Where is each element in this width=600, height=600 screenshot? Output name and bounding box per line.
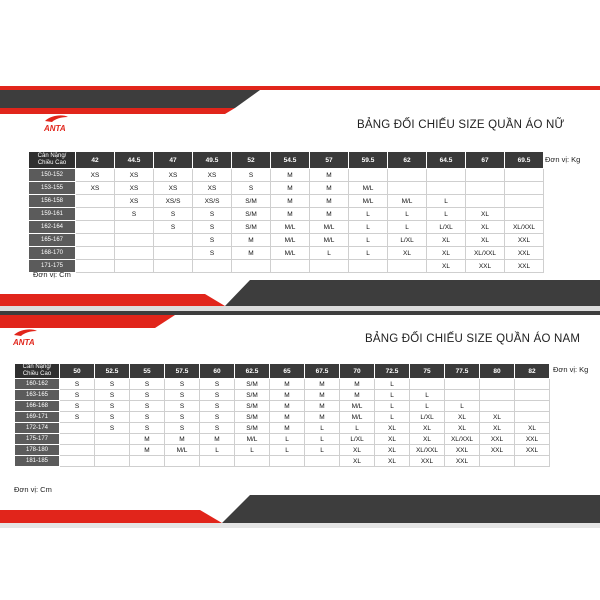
size-cell: S: [95, 390, 130, 401]
women-unit-height: Đơn vị: Cm: [33, 270, 71, 279]
size-cell: XS: [115, 169, 154, 182]
size-cell: S/M: [235, 379, 270, 390]
women-unit-weight: Đơn vị: Kg: [545, 155, 581, 164]
size-cell: [232, 260, 271, 273]
size-cell: XL: [445, 412, 480, 423]
height-range-cell: 181-185: [15, 456, 60, 467]
size-cell: S: [165, 390, 200, 401]
size-cell: S: [200, 401, 235, 412]
size-cell: M/L: [340, 401, 375, 412]
size-cell: S: [193, 221, 232, 234]
weight-header: 57: [310, 152, 349, 169]
size-cell: S: [232, 169, 271, 182]
size-cell: [95, 445, 130, 456]
table-row: [15, 390, 550, 401]
size-cell: [115, 260, 154, 273]
table-row: [29, 234, 544, 247]
size-cell: M/L: [165, 445, 200, 456]
size-cell: XS: [154, 169, 193, 182]
size-cell: [76, 247, 115, 260]
weight-header: 80: [480, 364, 515, 379]
size-cell: XL/XXL: [466, 247, 505, 260]
size-cell: S: [95, 423, 130, 434]
size-cell: XL: [340, 456, 375, 467]
size-cell: L: [375, 390, 410, 401]
size-cell: [505, 195, 544, 208]
size-cell: [505, 182, 544, 195]
size-cell: S: [95, 379, 130, 390]
size-cell: XL: [427, 234, 466, 247]
height-range-cell: 150-152: [29, 169, 76, 182]
size-cell: [60, 434, 95, 445]
size-cell: XS: [115, 195, 154, 208]
logo-text: ANTA: [13, 338, 35, 347]
size-cell: XL: [340, 445, 375, 456]
weight-header: 75: [410, 364, 445, 379]
table-row: [29, 221, 544, 234]
size-cell: S: [154, 208, 193, 221]
size-cell: L: [270, 434, 305, 445]
size-cell: [115, 247, 154, 260]
size-cell: S: [95, 401, 130, 412]
size-cell: S: [200, 390, 235, 401]
weight-header: 64.5: [427, 152, 466, 169]
weight-header: 52.5: [95, 364, 130, 379]
size-cell: S: [165, 423, 200, 434]
size-cell: S: [130, 390, 165, 401]
men-header-row: [15, 364, 550, 379]
size-cell: L: [270, 445, 305, 456]
weight-header: 77.5: [445, 364, 480, 379]
size-cell: S: [165, 401, 200, 412]
weight-header: 54.5: [271, 152, 310, 169]
weight-header: 60: [200, 364, 235, 379]
size-cell: XS: [193, 182, 232, 195]
size-cell: M: [270, 423, 305, 434]
size-cell: [76, 234, 115, 247]
size-cell: M/L: [271, 221, 310, 234]
men-unit-height: Đơn vị: Cm: [14, 485, 52, 494]
size-cell: S: [60, 401, 95, 412]
size-cell: [515, 412, 550, 423]
size-cell: [154, 260, 193, 273]
size-cell: [515, 401, 550, 412]
size-cell: XXL: [480, 445, 515, 456]
size-cell: [445, 379, 480, 390]
weight-header: 69.5: [505, 152, 544, 169]
weight-header: 59.5: [349, 152, 388, 169]
table-row: [15, 434, 550, 445]
size-cell: XXL: [505, 247, 544, 260]
size-cell: XL: [427, 260, 466, 273]
size-cell: M: [310, 195, 349, 208]
size-cell: L: [445, 401, 480, 412]
size-cell: XXL: [480, 434, 515, 445]
men-unit-weight: Đơn vị: Kg: [553, 365, 589, 374]
size-cell: S/M: [232, 195, 271, 208]
size-cell: M/L: [388, 195, 427, 208]
table-row: [29, 169, 544, 182]
size-cell: [76, 195, 115, 208]
table-row: [29, 195, 544, 208]
women-size-table: [28, 151, 544, 273]
weight-header: 50: [60, 364, 95, 379]
height-range-cell: 165-167: [29, 234, 76, 247]
size-cell: S: [60, 379, 95, 390]
size-cell: S: [193, 247, 232, 260]
size-cell: XS/S: [154, 195, 193, 208]
weight-header: 70: [340, 364, 375, 379]
size-cell: L: [200, 445, 235, 456]
red-wedge-top-1: [0, 108, 235, 114]
size-cell: L: [375, 401, 410, 412]
size-cell: M: [270, 412, 305, 423]
weight-header: 82: [515, 364, 550, 379]
size-cell: S/M: [235, 390, 270, 401]
light-band-bottom-2: [0, 523, 600, 528]
size-cell: [76, 221, 115, 234]
size-cell: XL: [375, 445, 410, 456]
height-range-cell: 171-175: [29, 260, 76, 273]
size-cell: XXL: [515, 445, 550, 456]
size-cell: [76, 208, 115, 221]
size-cell: [95, 456, 130, 467]
weight-header: 72.5: [375, 364, 410, 379]
size-cell: M/L: [271, 234, 310, 247]
size-cell: XS/S: [193, 195, 232, 208]
size-cell: [388, 260, 427, 273]
size-cell: M: [340, 390, 375, 401]
size-cell: [480, 379, 515, 390]
size-cell: XL: [375, 434, 410, 445]
size-cell: XXL: [445, 445, 480, 456]
weight-header: 65: [270, 364, 305, 379]
size-cell: S: [130, 379, 165, 390]
height-range-cell: 178-180: [15, 445, 60, 456]
red-wedge-bottom-1: [0, 294, 225, 306]
size-cell: L: [310, 247, 349, 260]
size-cell: [154, 247, 193, 260]
size-cell: XXL: [505, 234, 544, 247]
size-cell: L: [427, 208, 466, 221]
size-cell: XS: [193, 169, 232, 182]
weight-header: 49.5: [193, 152, 232, 169]
size-cell: S: [130, 412, 165, 423]
size-cell: XXL: [445, 456, 480, 467]
size-cell: [388, 169, 427, 182]
dark-band-bottom-2: [222, 495, 600, 523]
dark-band-top-2: [0, 311, 600, 315]
size-cell: XL/XXL: [505, 221, 544, 234]
size-cell: [349, 169, 388, 182]
size-cell: [480, 401, 515, 412]
size-cell: M: [232, 247, 271, 260]
size-cell: M: [270, 379, 305, 390]
size-cell: [427, 182, 466, 195]
weight-header: 42: [76, 152, 115, 169]
weight-header: 44.5: [115, 152, 154, 169]
size-cell: S: [232, 182, 271, 195]
size-cell: S: [60, 412, 95, 423]
height-range-cell: 172-174: [15, 423, 60, 434]
size-cell: XL: [410, 434, 445, 445]
table-row: [29, 208, 544, 221]
size-cell: [515, 390, 550, 401]
size-cell: S: [200, 379, 235, 390]
height-range-cell: 166-168: [15, 401, 60, 412]
size-cell: XXL: [410, 456, 445, 467]
size-cell: [480, 390, 515, 401]
light-band-bottom-1: [0, 306, 600, 311]
size-cell: [115, 234, 154, 247]
size-cell: [427, 169, 466, 182]
women-header-row: [29, 152, 544, 169]
table-row: [15, 401, 550, 412]
size-cell: M/L: [271, 247, 310, 260]
size-cell: [154, 234, 193, 247]
corner-label: Cân Nặng/ Chiều Cao: [15, 364, 60, 379]
height-range-cell: 169-171: [15, 412, 60, 423]
size-cell: S: [60, 390, 95, 401]
size-cell: M: [310, 169, 349, 182]
size-cell: L: [305, 445, 340, 456]
height-range-cell: 175-177: [15, 434, 60, 445]
table-row: [29, 247, 544, 260]
table-row: [15, 379, 550, 390]
size-cell: M: [340, 379, 375, 390]
dark-band-bottom-1: [225, 280, 600, 306]
size-cell: L/XL: [427, 221, 466, 234]
size-cell: XS: [115, 182, 154, 195]
size-cell: XL: [466, 234, 505, 247]
size-cell: XL/XXL: [445, 434, 480, 445]
weight-header: 52: [232, 152, 271, 169]
size-cell: L/XL: [340, 434, 375, 445]
size-cell: L/XL: [388, 234, 427, 247]
size-cell: M: [271, 182, 310, 195]
anta-logo: [43, 113, 69, 133]
logo-text: ANTA: [44, 124, 66, 133]
size-cell: S: [193, 208, 232, 221]
size-cell: [193, 260, 232, 273]
size-cell: [349, 260, 388, 273]
size-cell: L: [305, 423, 340, 434]
height-range-cell: 163-165: [15, 390, 60, 401]
dark-band-top-1: [0, 90, 260, 108]
size-cell: [115, 221, 154, 234]
size-cell: S: [165, 412, 200, 423]
height-range-cell: 159-161: [29, 208, 76, 221]
height-range-cell: 162-164: [29, 221, 76, 234]
size-cell: L: [305, 434, 340, 445]
size-cell: M/L: [310, 234, 349, 247]
size-cell: S: [154, 221, 193, 234]
size-cell: M: [232, 234, 271, 247]
height-range-cell: 168-170: [29, 247, 76, 260]
size-cell: [60, 456, 95, 467]
size-cell: XL: [388, 247, 427, 260]
size-cell: S: [165, 379, 200, 390]
size-cell: M/L: [235, 434, 270, 445]
size-cell: XL: [445, 423, 480, 434]
size-cell: XL: [480, 423, 515, 434]
size-cell: L: [349, 221, 388, 234]
size-cell: [310, 260, 349, 273]
size-cell: [505, 169, 544, 182]
table-row: [29, 182, 544, 195]
size-cell: XL: [480, 412, 515, 423]
size-cell: XXL: [466, 260, 505, 273]
size-cell: M/L: [349, 195, 388, 208]
size-cell: S: [200, 423, 235, 434]
size-cell: L: [388, 208, 427, 221]
size-cell: S: [130, 401, 165, 412]
size-cell: XL: [410, 423, 445, 434]
anta-logo: [12, 327, 38, 347]
size-cell: M: [271, 169, 310, 182]
size-cell: [515, 379, 550, 390]
weight-header: 67: [466, 152, 505, 169]
size-cell: [271, 260, 310, 273]
size-cell: L: [427, 195, 466, 208]
size-cell: [305, 456, 340, 467]
size-cell: [130, 456, 165, 467]
size-cell: XL: [466, 221, 505, 234]
size-cell: XS: [154, 182, 193, 195]
height-range-cell: 153-155: [29, 182, 76, 195]
size-cell: M: [305, 412, 340, 423]
size-cell: S/M: [235, 401, 270, 412]
weight-header: 62.5: [235, 364, 270, 379]
men-title: BẢNG ĐỐI CHIẾU SIZE QUẦN ÁO NAM: [365, 333, 581, 345]
size-cell: M/L: [349, 182, 388, 195]
size-cell: L: [375, 379, 410, 390]
size-cell: S: [193, 234, 232, 247]
size-cell: [505, 208, 544, 221]
size-cell: [466, 169, 505, 182]
size-cell: M: [271, 195, 310, 208]
size-cell: L: [349, 208, 388, 221]
size-cell: S: [115, 208, 154, 221]
size-cell: M: [200, 434, 235, 445]
size-cell: [200, 456, 235, 467]
red-stripe-top-1: [0, 86, 600, 90]
size-cell: M: [165, 434, 200, 445]
men-size-table: [14, 363, 550, 467]
size-cell: L: [375, 412, 410, 423]
table-row: [29, 260, 544, 273]
size-cell: S/M: [235, 423, 270, 434]
weight-header: 67.5: [305, 364, 340, 379]
red-wedge-bottom-2: [0, 510, 222, 523]
table-row: [15, 412, 550, 423]
size-cell: [165, 456, 200, 467]
size-cell: S: [200, 412, 235, 423]
size-cell: XL: [427, 247, 466, 260]
size-cell: M: [305, 390, 340, 401]
size-cell: L: [349, 234, 388, 247]
size-cell: [95, 434, 130, 445]
height-range-cell: 160-162: [15, 379, 60, 390]
size-cell: M: [305, 401, 340, 412]
size-cell: L: [410, 401, 445, 412]
size-cell: M: [270, 401, 305, 412]
size-cell: XS: [76, 182, 115, 195]
table-row: [15, 423, 550, 434]
size-cell: [515, 456, 550, 467]
size-cell: XS: [76, 169, 115, 182]
size-cell: [410, 379, 445, 390]
size-cell: M: [130, 434, 165, 445]
size-cell: XL: [515, 423, 550, 434]
size-cell: [270, 456, 305, 467]
size-cell: XL: [375, 423, 410, 434]
weight-header: 55: [130, 364, 165, 379]
size-cell: XXL: [505, 260, 544, 273]
weight-header: 47: [154, 152, 193, 169]
size-cell: [76, 260, 115, 273]
size-cell: L: [388, 221, 427, 234]
size-cell: M: [270, 390, 305, 401]
size-cell: M: [310, 208, 349, 221]
size-cell: [235, 456, 270, 467]
size-cell: XL: [466, 208, 505, 221]
size-cell: M/L: [310, 221, 349, 234]
size-cell: S/M: [232, 208, 271, 221]
size-cell: XL/XXL: [410, 445, 445, 456]
size-cell: L: [349, 247, 388, 260]
size-cell: [60, 423, 95, 434]
size-cell: M: [271, 208, 310, 221]
size-cell: M: [310, 182, 349, 195]
size-cell: XL: [375, 456, 410, 467]
size-cell: L: [340, 423, 375, 434]
corner-label: Cân Nặng/ Chiều Cao: [29, 152, 76, 169]
size-cell: L: [235, 445, 270, 456]
size-cell: XXL: [515, 434, 550, 445]
size-cell: L/XL: [410, 412, 445, 423]
size-cell: S/M: [232, 221, 271, 234]
table-row: [15, 456, 550, 467]
women-title: BẢNG ĐỐI CHIẾU SIZE QUẦN ÁO NỮ: [357, 119, 565, 131]
size-cell: [466, 182, 505, 195]
size-cell: S/M: [235, 412, 270, 423]
size-cell: [445, 390, 480, 401]
size-cell: M: [130, 445, 165, 456]
size-cell: S: [130, 423, 165, 434]
size-cell: M: [305, 379, 340, 390]
size-cell: [480, 456, 515, 467]
size-cell: [466, 195, 505, 208]
size-cell: [388, 182, 427, 195]
height-range-cell: 156-158: [29, 195, 76, 208]
size-cell: M/L: [340, 412, 375, 423]
weight-header: 62: [388, 152, 427, 169]
size-cell: [60, 445, 95, 456]
weight-header: 57.5: [165, 364, 200, 379]
table-row: [15, 445, 550, 456]
size-cell: S: [95, 412, 130, 423]
size-cell: L: [410, 390, 445, 401]
